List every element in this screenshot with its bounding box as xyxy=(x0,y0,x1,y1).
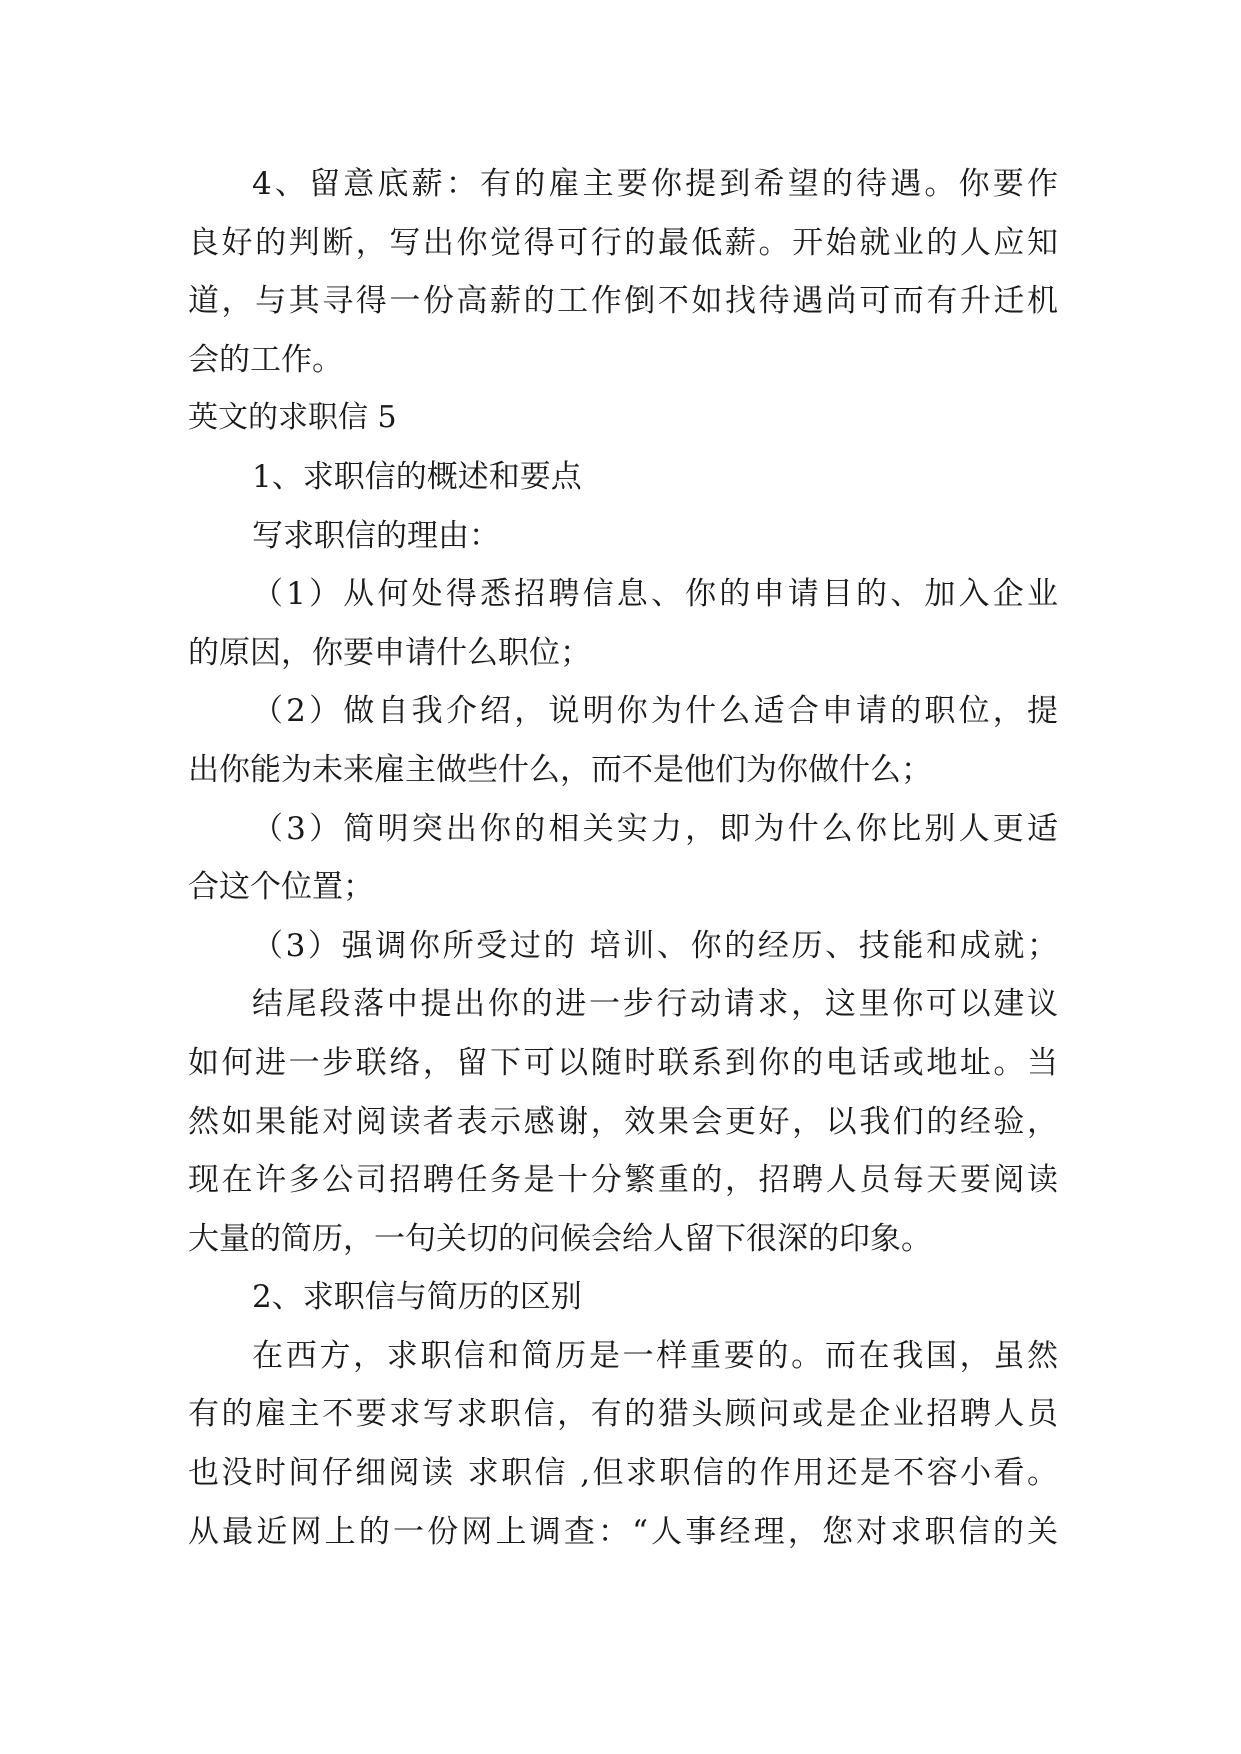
paragraph-line: 4、留意底薪：有的雇主要你提到希望的待遇。你要作 xyxy=(252,166,1058,202)
paragraph-line: 会的工作。 xyxy=(188,341,343,378)
list-item-line: （2）做自我介绍，说明你为什么适合申请的职位，提 xyxy=(252,693,1058,730)
paragraph-line: 现在许多公司招聘任务是十分繁重的，招聘人员每天要阅读 xyxy=(188,1162,1058,1199)
paragraph-line: 写求职信的理由： xyxy=(252,517,500,554)
paragraph-line: 然如果能对阅读者表示感谢，效果会更好，以我们的经验， xyxy=(188,1103,1058,1140)
list-item-line: 出你能为未来雇主做些什么，而不是他们为你做什么； xyxy=(188,751,932,788)
paragraph-line: 从最近网上的一份网上调查：“人事经理，您对求职信的关 xyxy=(188,1513,1058,1550)
list-item-line: 的原因，你要申请什么职位； xyxy=(188,634,591,671)
paragraph-line: 结尾段落中提出你的进一步行动请求，这里你可以建议 xyxy=(252,986,1058,1023)
subsection-heading: 1、求职信的概述和要点 xyxy=(252,458,582,495)
paragraph-line: 道，与其寻得一份高薪的工作倒不如找待遇尚可而有升迁机 xyxy=(188,283,1058,320)
paragraph-line: 在西方，求职信和简历是一样重要的。而在我国，虽然 xyxy=(252,1337,1058,1374)
list-item-line: （1）从何处得悉招聘信息、你的申请目的、加入企业 xyxy=(252,576,1058,613)
document-body xyxy=(188,155,1058,1561)
subsection-heading: 2、求职信与简历的区别 xyxy=(252,1279,582,1316)
paragraph-line: 有的雇主不要求写求职信，有的猎头顾问或是企业招聘人员 xyxy=(188,1396,1058,1433)
paragraph-line: 良好的判断，写出你觉得可行的最低薪。开始就业的人应知 xyxy=(188,224,1058,261)
paragraph-line: 也没时间仔细阅读 求职信 ,但求职信的作用还是不容小看。 xyxy=(188,1455,1058,1492)
section-heading: 英文的求职信 5 xyxy=(188,400,397,436)
list-item-line: （3）简明突出你的相关实力，即为什么你比别人更适 xyxy=(252,810,1058,847)
list-item-line: （3）强调你所受过的 培训、你的经历、技能和成就； xyxy=(252,927,1058,964)
paragraph-line: 大量的简历，一句关切的问候会给人留下很深的印象。 xyxy=(188,1220,932,1257)
paragraph-line: 如何进一步联络，留下可以随时联系到你的电话或地址。当 xyxy=(188,1044,1058,1081)
list-item-line: 合这个位置； xyxy=(188,869,374,906)
